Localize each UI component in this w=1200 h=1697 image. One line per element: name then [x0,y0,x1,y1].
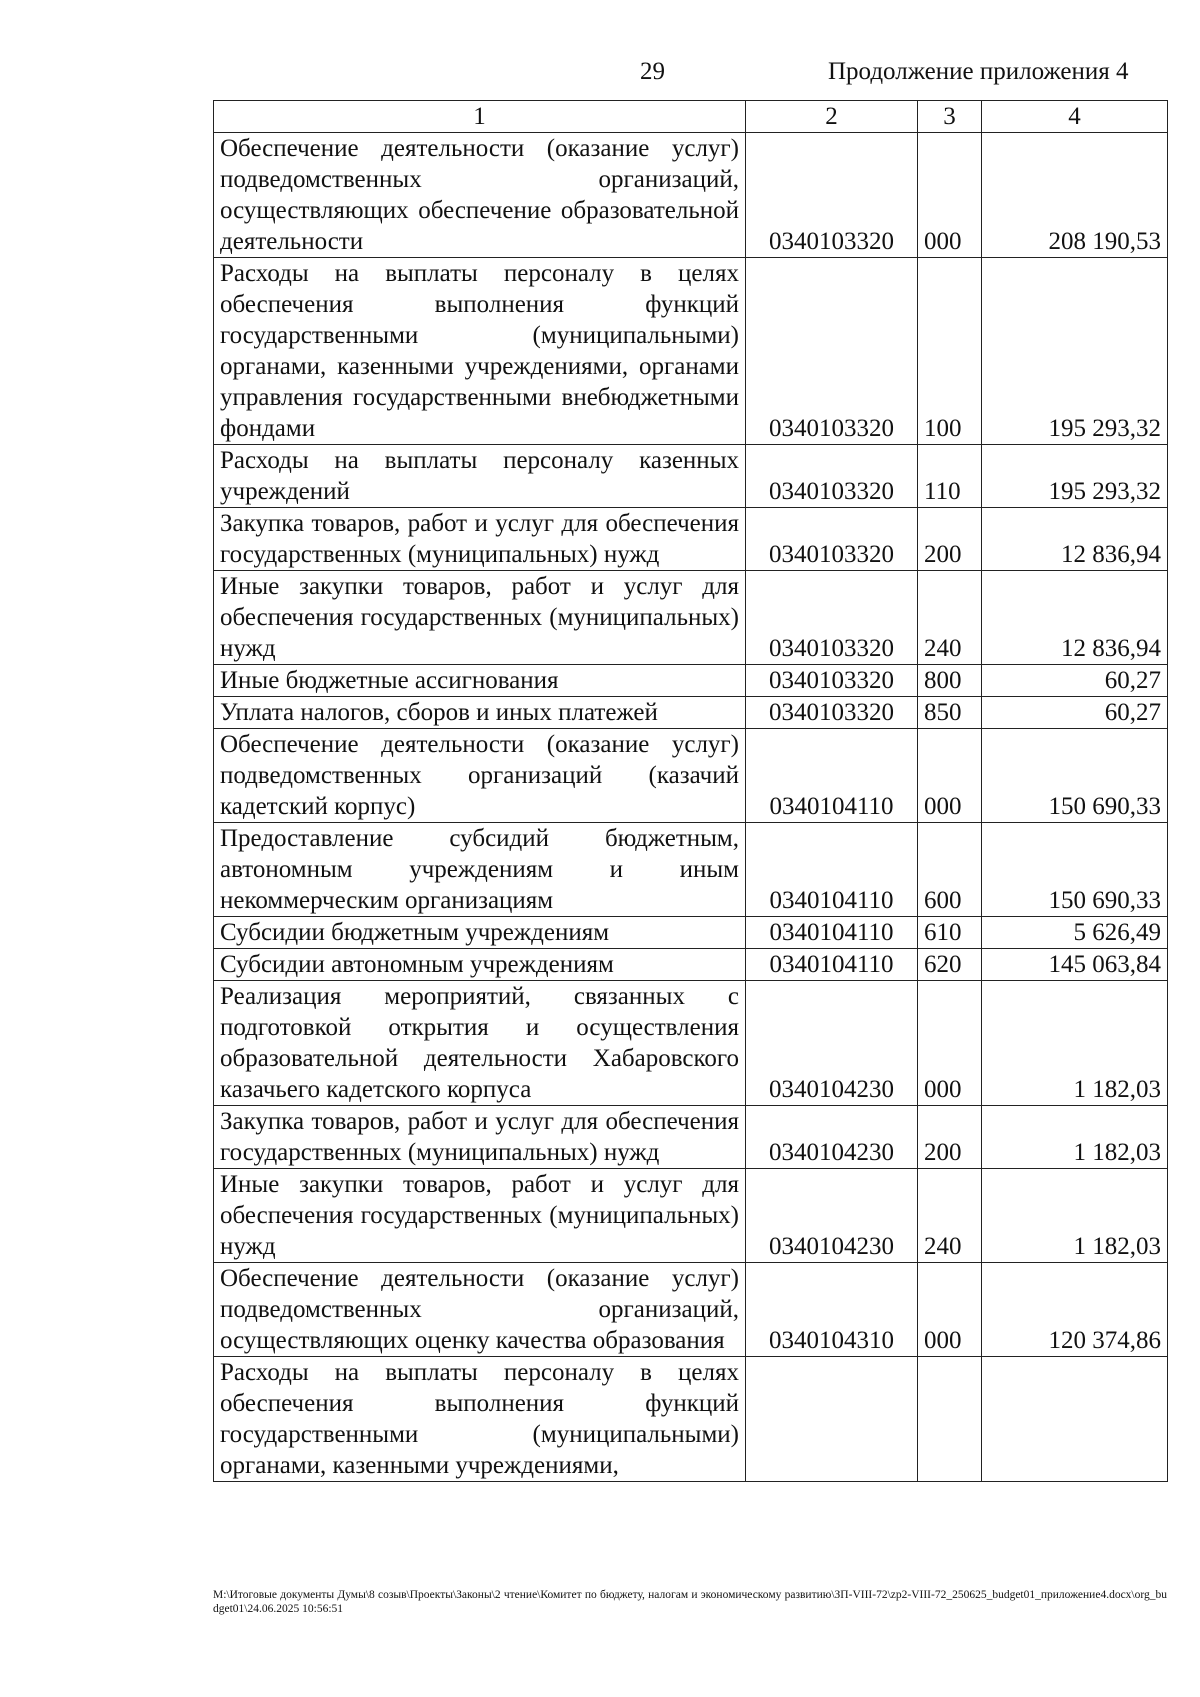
table-row [214,697,1168,729]
row-description: Расходы на выплаты персоналу в целях обеспечения выполнения функций государственными (муниципальными) органами, казенными учреждениями, [214,1357,746,1482]
row-target-code: 0340104310 [746,1263,918,1357]
row-target-code: 0340104110 [746,823,918,917]
row-description: Обеспечение деятельности (оказание услуг) подведомственных организаций, осуществляющих обеспечение образовательной деятельности [214,133,746,258]
row-amount: 1 182,03 [982,1106,1168,1169]
table-row [214,949,1168,981]
table-row [214,571,1168,665]
row-description: Расходы на выплаты персоналу казенных учреждений [214,445,746,508]
column-header-2: 2 [746,101,918,133]
row-target-code: 0340103320 [746,508,918,571]
table-row [214,665,1168,697]
appendix-continuation-label: Продолжение приложения 4 [828,58,1129,85]
row-amount: 145 063,84 [982,949,1168,981]
row-expense-type: 100 [918,258,982,445]
row-target-code: 0340104110 [746,917,918,949]
row-expense-type: 240 [918,1169,982,1263]
row-amount [982,1357,1168,1482]
row-amount: 12 836,94 [982,508,1168,571]
row-amount: 195 293,32 [982,258,1168,445]
row-expense-type: 800 [918,665,982,697]
document-file-path: M:\Итоговые документы Думы\8 созыв\Проекты\Законы\2 чтение\Комитет по бюджету, налогам и экономическому развитию\ЗП-VIII-72\zp2-VIII-72_250625_budget01_приложение4.docx\org_budget01\24.06.2025 10:56:51 [213,1589,1167,1615]
row-expense-type: 600 [918,823,982,917]
row-amount: 60,27 [982,665,1168,697]
table-row [214,1169,1168,1263]
row-amount: 60,27 [982,697,1168,729]
row-target-code: 0340104110 [746,729,918,823]
table-row [214,258,1168,445]
row-expense-type: 110 [918,445,982,508]
row-target-code: 0340103320 [746,665,918,697]
row-amount: 208 190,53 [982,133,1168,258]
row-description: Субсидии бюджетным учреждениям [214,917,746,949]
row-description: Обеспечение деятельности (оказание услуг) подведомственных организаций, осуществляющих оценку качества образования [214,1263,746,1357]
table-header-row [214,101,1168,133]
row-amount: 1 182,03 [982,1169,1168,1263]
column-header-3: 3 [918,101,982,133]
row-expense-type: 000 [918,981,982,1106]
row-target-code: 0340104230 [746,1169,918,1263]
table-row [214,981,1168,1106]
row-description: Закупка товаров, работ и услуг для обеспечения государственных (муниципальных) нужд [214,508,746,571]
row-amount: 120 374,86 [982,1263,1168,1357]
row-amount: 5 626,49 [982,917,1168,949]
row-description: Иные закупки товаров, работ и услуг для обеспечения государственных (муниципальных) нужд [214,1169,746,1263]
table-row [214,445,1168,508]
row-description: Предоставление субсидий бюджетным, автономным учреждениям и иным некоммерческим организациям [214,823,746,917]
row-amount: 12 836,94 [982,571,1168,665]
row-expense-type: 620 [918,949,982,981]
row-description: Уплата налогов, сборов и иных платежей [214,697,746,729]
row-description: Закупка товаров, работ и услуг для обеспечения государственных (муниципальных) нужд [214,1106,746,1169]
row-description: Реализация мероприятий, связанных с подготовкой открытия и осуществления образовательной деятельности Хабаровского казачьего кадетского корпуса [214,981,746,1106]
table-row [214,508,1168,571]
row-expense-type: 200 [918,508,982,571]
row-target-code: 0340103320 [746,571,918,665]
budget-table [213,100,1168,1482]
row-target-code: 0340104110 [746,949,918,981]
table-row [214,823,1168,917]
row-target-code: 0340103320 [746,445,918,508]
table-row [214,729,1168,823]
row-target-code: 0340103320 [746,133,918,258]
row-expense-type: 200 [918,1106,982,1169]
row-amount: 150 690,33 [982,729,1168,823]
row-target-code: 0340103320 [746,258,918,445]
table-row [214,133,1168,258]
row-target-code: 0340104230 [746,981,918,1106]
row-target-code [746,1357,918,1482]
table-row [214,1106,1168,1169]
row-description: Субсидии автономным учреждениям [214,949,746,981]
row-expense-type: 000 [918,729,982,823]
table-row [214,917,1168,949]
column-header-1: 1 [214,101,746,133]
row-expense-type: 610 [918,917,982,949]
page-number: 29 [640,58,665,85]
row-target-code: 0340104230 [746,1106,918,1169]
row-target-code: 0340103320 [746,697,918,729]
row-description: Иные бюджетные ассигнования [214,665,746,697]
row-expense-type: 240 [918,571,982,665]
row-description: Обеспечение деятельности (оказание услуг) подведомственных организаций (казачий кадетский корпус) [214,729,746,823]
row-description: Иные закупки товаров, работ и услуг для обеспечения государственных (муниципальных) нужд [214,571,746,665]
table-row [214,1263,1168,1357]
row-amount: 1 182,03 [982,981,1168,1106]
column-header-4: 4 [982,101,1168,133]
row-amount: 150 690,33 [982,823,1168,917]
row-description: Расходы на выплаты персоналу в целях обеспечения выполнения функций государственными (муниципальными) органами, казенными учреждениями, органами управления государственными внебюджетными фондами [214,258,746,445]
table-row [214,1357,1168,1482]
row-expense-type: 000 [918,133,982,258]
row-expense-type: 000 [918,1263,982,1357]
row-amount: 195 293,32 [982,445,1168,508]
row-expense-type [918,1357,982,1482]
row-expense-type: 850 [918,697,982,729]
